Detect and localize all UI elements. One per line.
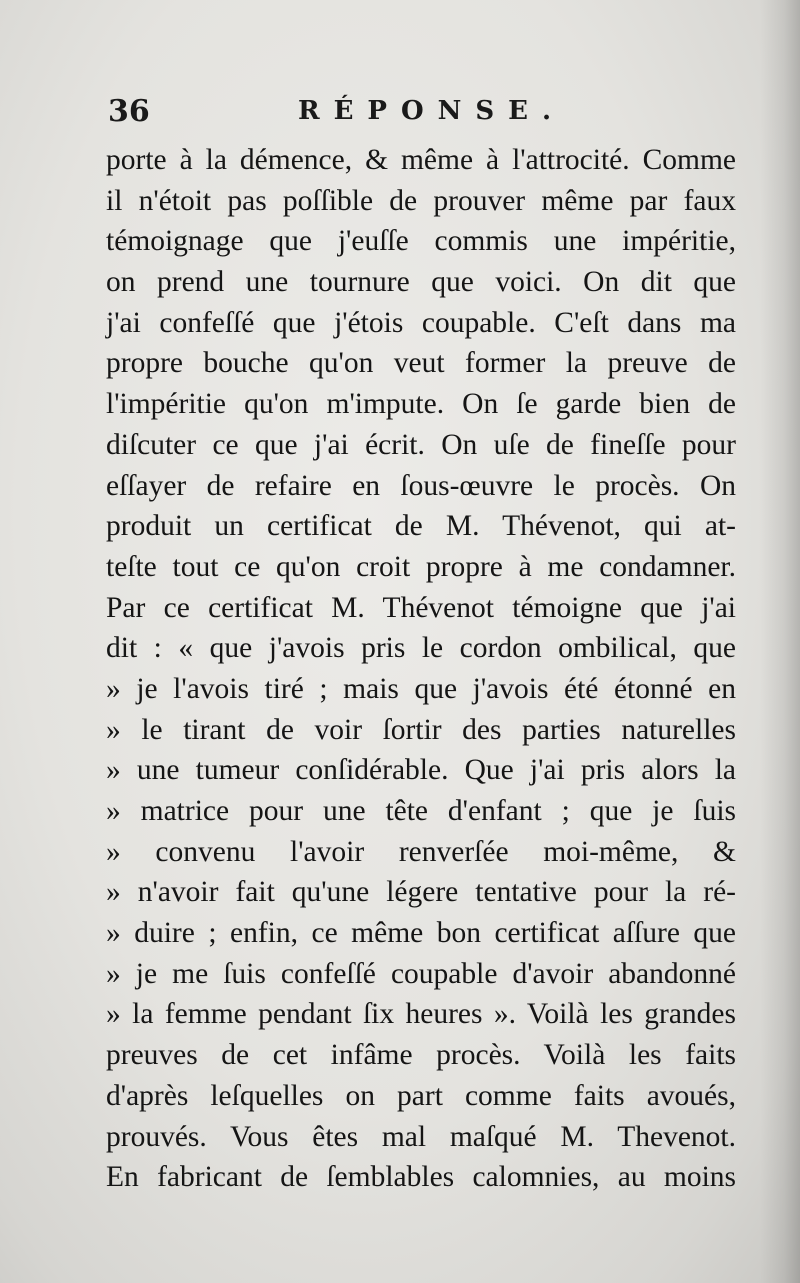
text-line: on prend une tournure que voici. On dit que — [106, 266, 736, 299]
text-line: » matrice pour une tête d'enfant ; que je ſuis — [106, 795, 736, 827]
text-line: j'ai confeſſé que j'étois coupable. C'eſt dans ma — [106, 306, 736, 339]
text-line: » une tumeur conſidérable. Que j'ai pris alors la — [106, 754, 736, 787]
page-edge-shadow — [760, 0, 800, 1283]
text-line: dit : « que j'avois pris le cordon ombilical, que — [106, 632, 736, 665]
body-text — [106, 140, 736, 1198]
text-line: preuves de cet infâme procès. Voilà les faits — [106, 1039, 736, 1072]
page-number: 36 — [108, 94, 150, 129]
text-line: porte à la démence, & même à l'attrocité. Comme — [106, 144, 736, 176]
text-line: l'impéritie qu'on m'impute. On ſe garde bien de — [106, 388, 736, 421]
text-line: d'après leſquelles on part comme faits avoués, — [106, 1079, 736, 1112]
running-title: RÉPONSE. — [298, 96, 566, 126]
text-line: prouvés. Vous êtes mal maſqué M. Thevenot. — [106, 1120, 736, 1153]
text-line: propre bouche qu'on veut former la preuve de — [106, 347, 736, 380]
text-line: témoignage que j'euſſe commis une impéritie, — [106, 225, 736, 258]
text-line: » le tirant de voir ſortir des parties naturelles — [106, 713, 736, 746]
text-line: Par ce certificat M. Thévenot témoigne que j'ai — [106, 591, 736, 624]
text-line: » n'avoir fait qu'une légere tentative pour la ré- — [106, 876, 736, 909]
text-line: » je me ſuis confeſſé coupable d'avoir abandonné — [106, 957, 736, 990]
text-line: » duire ; enfin, ce même bon certificat aſſure que — [106, 917, 736, 950]
text-line: il n'étoit pas poſſible de prouver même par faux — [106, 184, 736, 217]
text-line: produit un certificat de M. Thévenot, qui at- — [106, 510, 736, 543]
text-line: teſte tout ce qu'on croit propre à me condamner. — [106, 550, 736, 583]
text-line: diſcuter ce que j'ai écrit. On uſe de fineſſe pour — [106, 428, 736, 461]
text-line: » je l'avois tiré ; mais que j'avois été étonné en — [106, 672, 736, 705]
text-line: » la femme pendant ſix heures ». Voilà les grandes — [106, 998, 736, 1031]
text-line: » convenu l'avoir renverſée moi-même, & — [106, 835, 736, 868]
text-line: eſſayer de refaire en ſous-œuvre le procès. On — [106, 469, 736, 502]
text-line: En fabricant de ſemblables calomnies, au moins — [106, 1161, 736, 1194]
running-head — [108, 94, 738, 134]
